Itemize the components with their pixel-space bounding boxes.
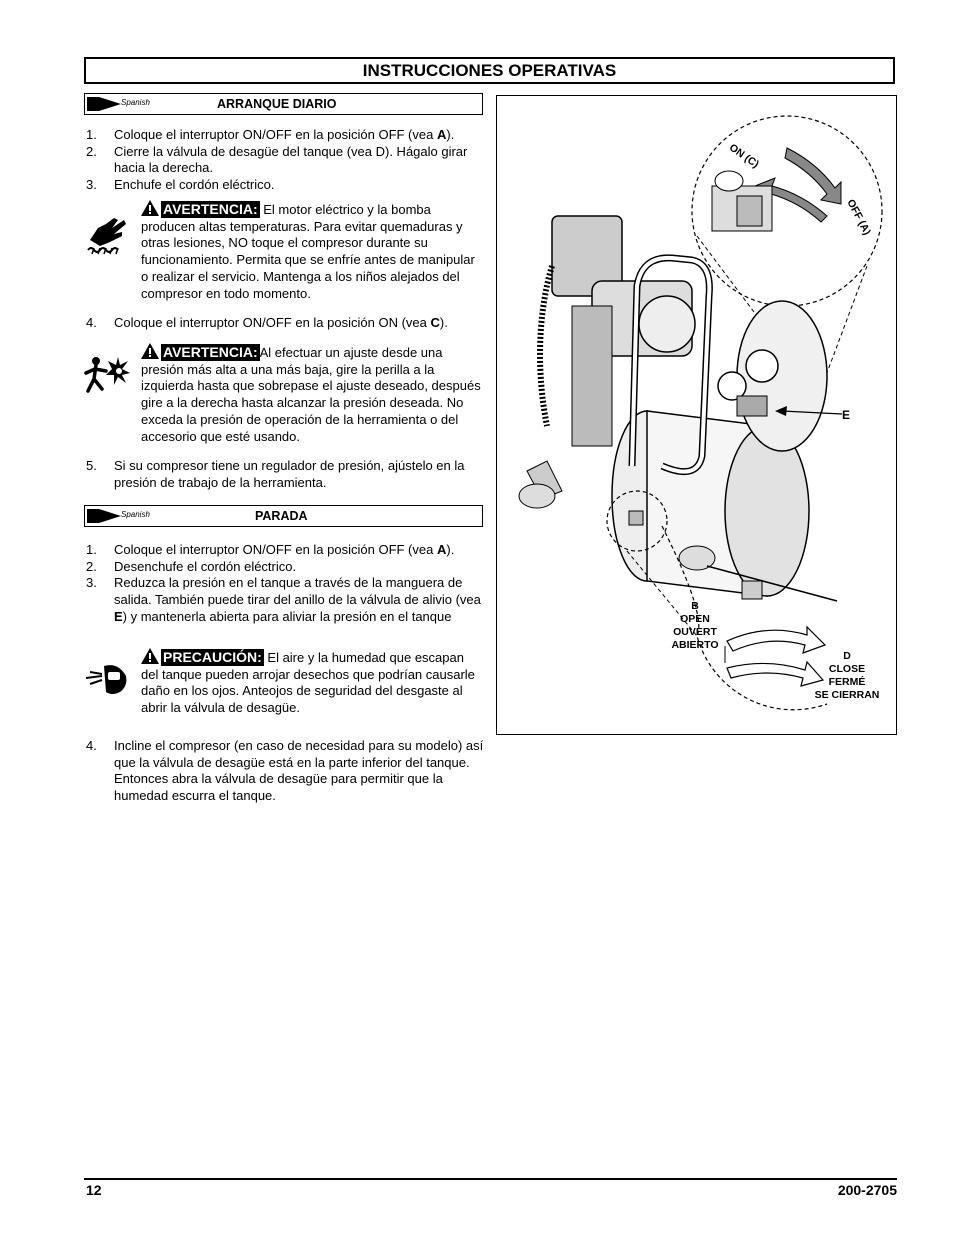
switch-off-label: OFF (A) <box>844 197 874 238</box>
warning-text: AVERTENCIA: El motor eléctrico y la bomba producen altas temperaturas. Para evitar quemaduras y otras lesiones, NO toque el compresor durante su funcionamiento. Permita que se enfríe antes de manipular o realizar el servicio. Mantenga a los niños alejados del compresor en todo momento. <box>141 201 475 301</box>
start-step-5 <box>86 458 486 491</box>
stop-step-4 <box>86 738 486 805</box>
warning-badge: AVERTENCIA: <box>163 201 258 217</box>
language-label: Spanish <box>121 98 150 107</box>
drain-close-label: D CLOSE FERMÉ SE CIERRAN <box>814 650 880 701</box>
language-flag-icon <box>87 97 121 111</box>
list-item: 3. Reduzca la presión en el tanque a través de la manguera de salida. También puede tirar del anillo de la válvula de alivio (vea E) y mantenerla abierta para aliviar la presión en el tanque <box>86 575 481 624</box>
list-item: 1. Coloque el interruptor ON/OFF en la posición OFF (vea A). <box>86 127 455 142</box>
explosion-person-icon <box>84 353 130 399</box>
section-header-start <box>84 93 483 115</box>
footer-divider <box>84 1178 897 1180</box>
section-header-stop <box>84 505 483 527</box>
compressor-figure <box>496 95 897 735</box>
list-item: 2. Cierre la válvula de desagüe del tanque (vea D). Hágalo girar hacia la derecha. <box>86 143 468 176</box>
list-item: 1. Coloque el interruptor ON/OFF en la posición OFF (vea A). <box>86 542 455 557</box>
drain-open-label: B OPEN OUVERT ABIERTO <box>671 600 719 651</box>
caution-badge: PRECAUCIÓN: <box>163 649 262 665</box>
list-item: 3. Enchufe el cordón eléctrico. <box>86 177 275 193</box>
list-item: 4. Coloque el interruptor ON/OFF en la posición ON (vea C). <box>86 315 448 330</box>
start-steps-list <box>86 127 486 194</box>
warning-text: AVERTENCIA: Al efectuar un ajuste desde una presión más alta a una más baja, gire la perilla a la izquierda hasta que sobrepase el ajuste deseado, después gire a la derecha hasta alcanzar la presión deseada. No exceda la presión de operación de la herramienta o del accesorio que esté usando. <box>141 344 481 444</box>
relief-valve-label: E <box>842 408 851 422</box>
page-number: 12 <box>86 1182 102 1198</box>
list-item: 4. Incline el compresor (en caso de necesidad para su modelo) así que la válvula de desagüe está en la parte inferior del tanque. Entonces abra la válvula de desagüe para permitir que la humedad escurra el tanque. <box>86 738 484 804</box>
document-number: 200-2705 <box>837 1182 897 1198</box>
switch-on-label: ON (C) <box>726 141 761 171</box>
warning-triangle-icon <box>141 343 159 359</box>
warning-triangle-icon <box>141 200 159 216</box>
safety-goggles-icon <box>84 656 130 702</box>
list-item: 2. Desenchufe el cordón eléctrico. <box>86 558 297 574</box>
caution-text: PRECAUCIÓN: El aire y la humedad que escapan del tanque pueden arrojar desechos que podrían causarle daño en los ojos. Anteojos de seguridad del desgaste al abrir la válvula de desagüe. <box>141 649 475 716</box>
language-flag-icon <box>87 509 121 523</box>
list-item: 5. Si su compresor tiene un regulador de presión, ajústelo en la presión de trabajo de la herramienta. <box>86 458 465 490</box>
section-title: PARADA <box>255 509 308 523</box>
start-step-4 <box>86 315 486 332</box>
page-title: INSTRUCCIONES OPERATIVAS <box>84 57 895 84</box>
warning-badge: AVERTENCIA: <box>163 344 258 360</box>
language-label: Spanish <box>121 510 150 519</box>
stop-steps-list <box>86 542 486 626</box>
warning-triangle-icon <box>141 648 159 664</box>
section-title: ARRANQUE DIARIO <box>217 97 337 111</box>
hot-surface-hand-icon <box>84 210 130 256</box>
